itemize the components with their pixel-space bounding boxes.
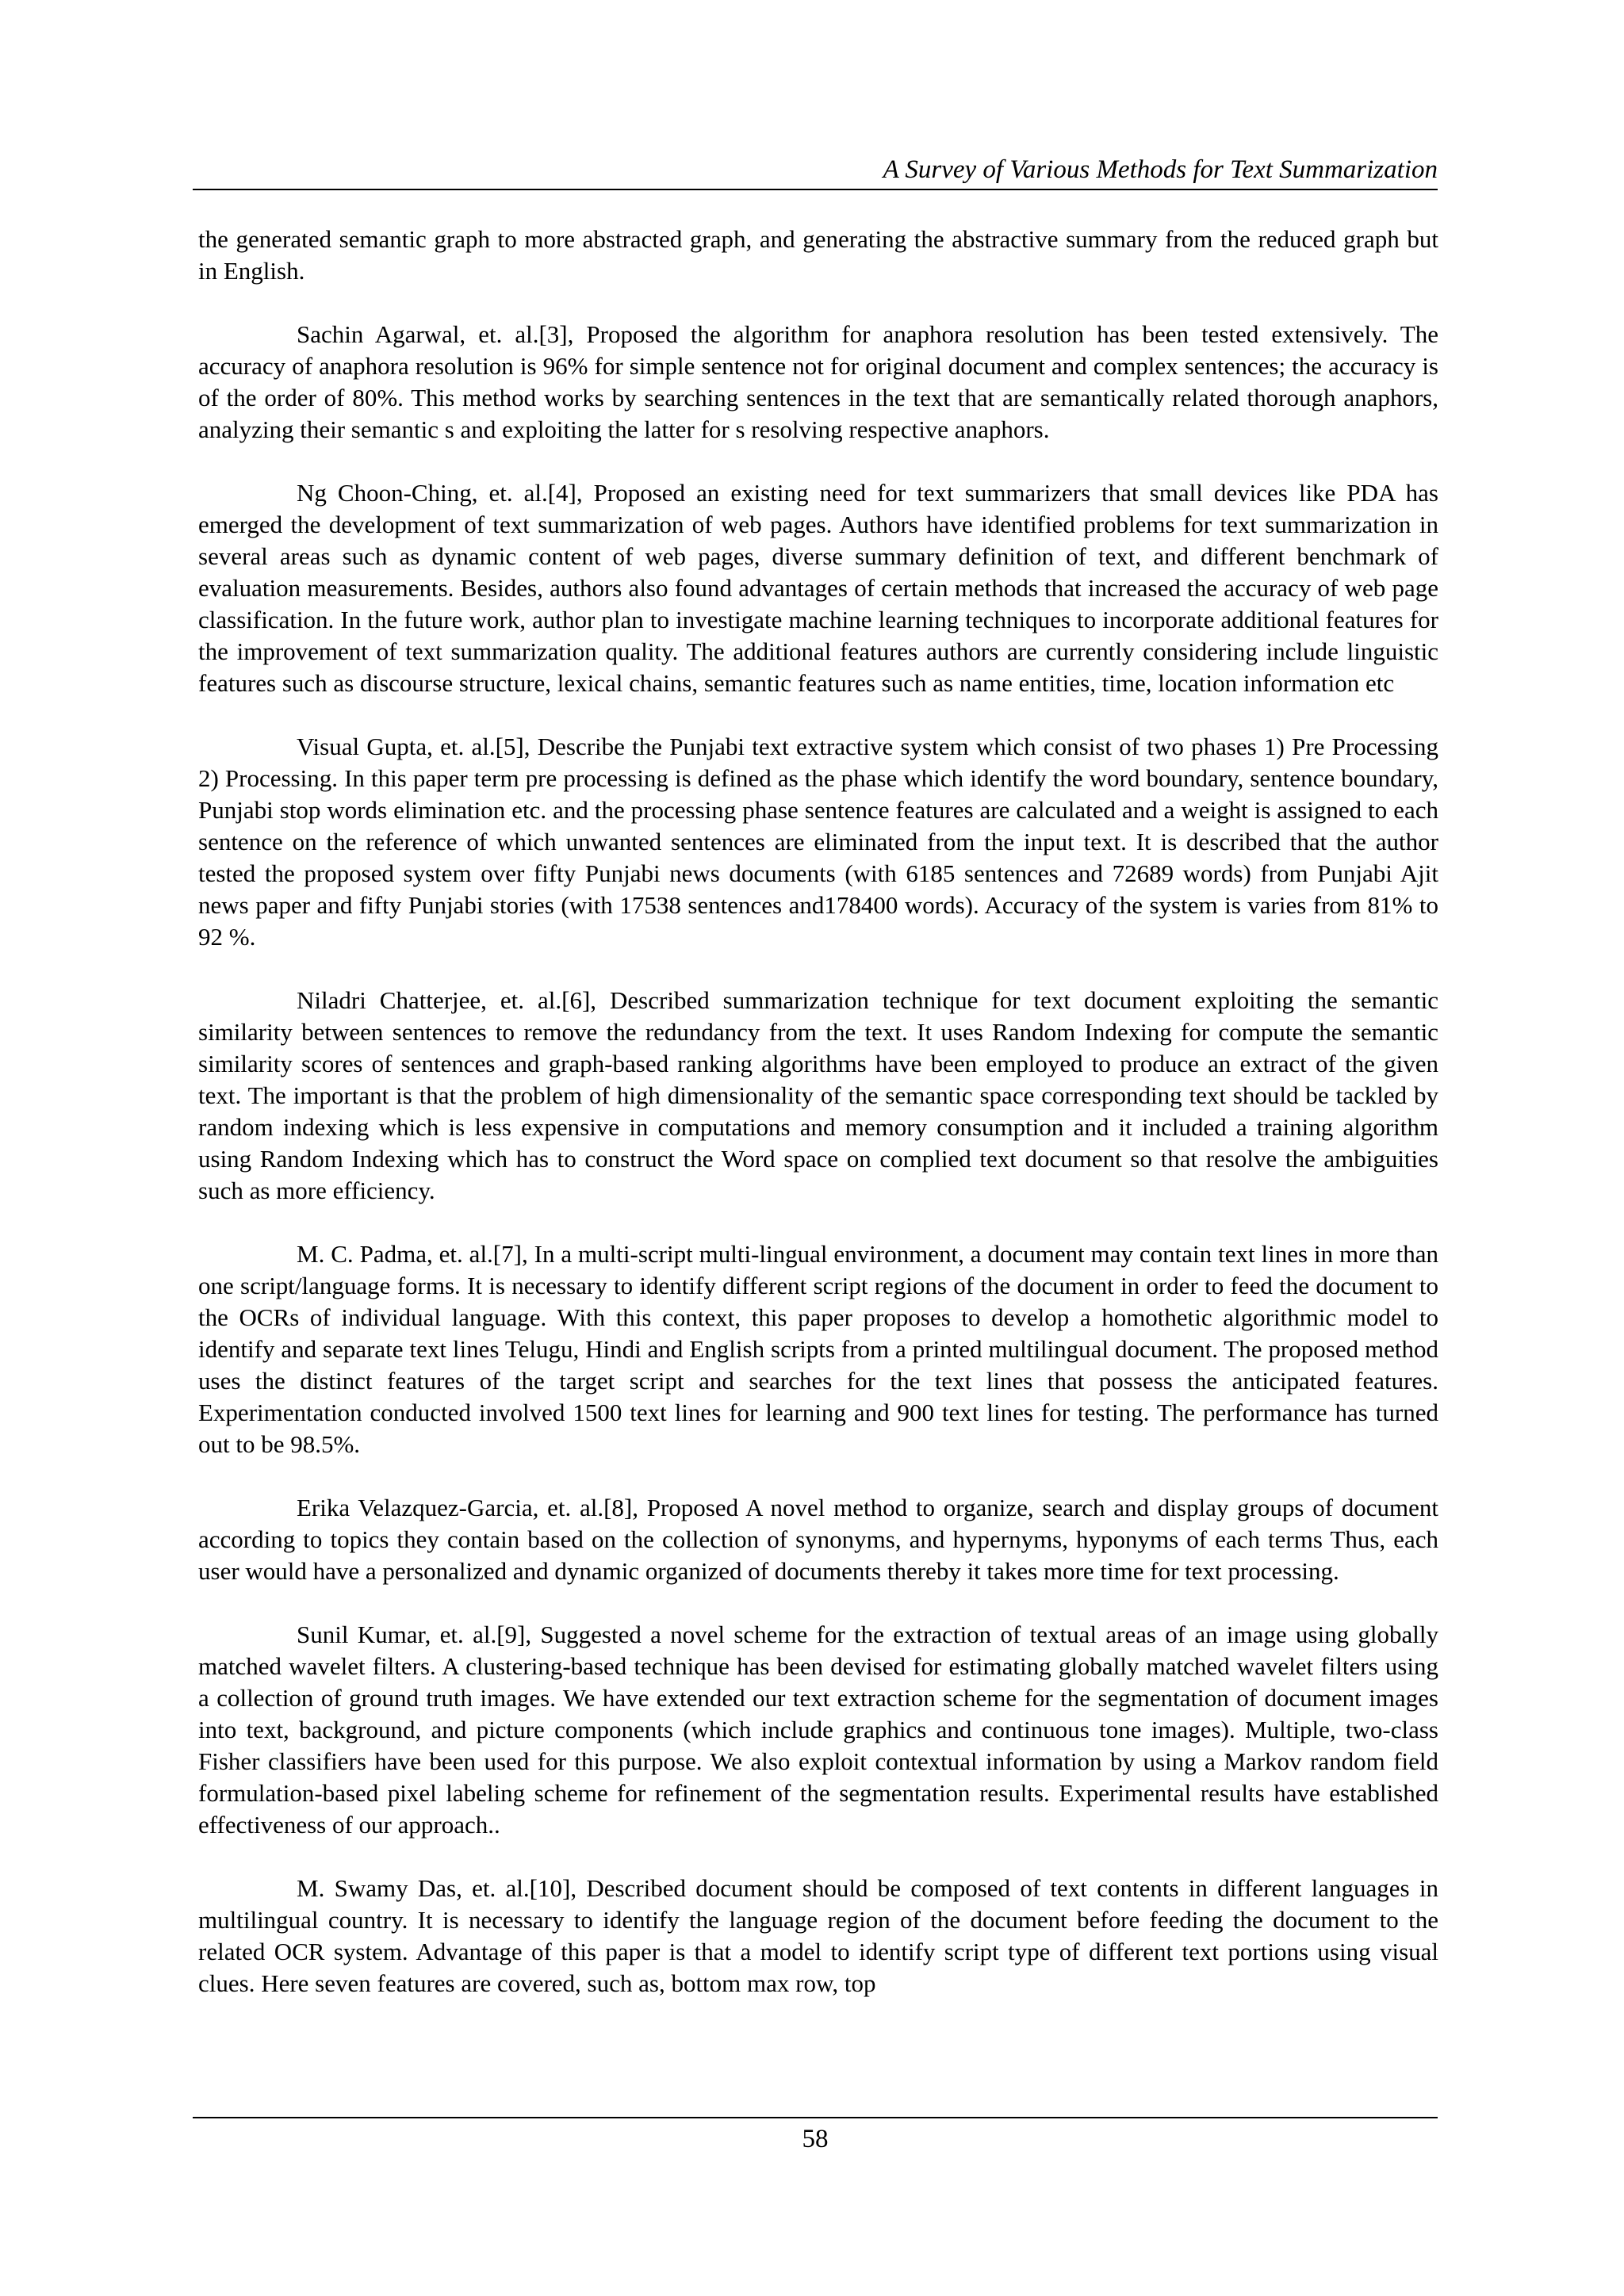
paragraph-gupta: Visual Gupta, et. al.[5], Describe the Punjabi text extractive system which consist of two phases 1) Pre Processing 2) Processing. In this paper term pre processing is defined as the phase which identify the word boundary, sentence boundary, Punjabi stop words elimination etc. and the processing phase sentence features are calculated and a weight is assigned to each sentence on the reference of which unwanted sentences are eliminated from the input text. It is described that the author tested the proposed system over fifty Punjabi news documents (with 6185 sentences and 72689 words) from Punjabi Ajit news paper and fifty Punjabi stories (with 17538 sentences and178400 words). Accuracy of the system is varies from 81% to 92 %. — [198, 733, 1438, 951]
paragraph-swamy-das: M. Swamy Das, et. al.[10], Described document should be composed of text contents in different languages in multilingual country. It is necessary to identify the language region of the document before feeding the document to the related OCR system. Advantage of this paper is that a model to identify script type of different text portions using visual clues. Here seven features are covered, such as, bottom max row, top — [198, 1874, 1438, 1997]
paragraph-continuation: the generated semantic graph to more abstracted graph, and generating the abstractive summary from the reduced graph but in English. — [198, 225, 1438, 285]
paragraph-chatterjee: Niladri Chatterjee, et. al.[6], Described summarization technique for text document exploiting the semantic similarity between sentences to remove the redundancy from the text. It uses Random Indexing for compute the semantic similarity scores of sentences and graph-based ranking algorithms have been employed to produce an extract of the given text. The important is that the problem of high dimensionality of the semantic space corresponding text should be tackled by random indexing which is less expensive in computations and memory consumption and it included a training algorithm using Random Indexing which has to construct the Word space on complied text document so that resolve the ambiguities such as more efficiency. — [198, 986, 1438, 1204]
paragraph-kumar: Sunil Kumar, et. al.[9], Suggested a novel scheme for the extraction of textual areas of an image using globally matched wavelet filters. A clustering-based technique has been devised for estimating globally matched wavelet filters using a collection of ground truth images. We have extended our text extraction scheme for the segmentation of document images into text, background, and picture components (which include graphics and continuous tone images). Multiple, two-class Fisher classifiers have been used for this purpose. We also exploit contextual information by using a Markov random field formulation-based pixel labeling scheme for refinement of the segmentation results. Experimental results have established effectiveness of our approach.. — [198, 1621, 1438, 1839]
paragraph-padma: M. C. Padma, et. al.[7], In a multi-script multi-lingual environment, a document may contain text lines in more than one script/language forms. It is necessary to identify different script regions of the document in order to feed the document to the OCRs of individual language. With this context, this paper proposes to develop a homothetic algorithmic model to identify and separate text lines Telugu, Hindi and English scripts from a printed multilingual document. The proposed method uses the distinct features of the target script and searches for the text lines that possess the anticipated features. Experimentation conducted involved 1500 text lines for learning and 900 text lines for testing. The performance has turned out to be 98.5%. — [198, 1240, 1438, 1458]
footer-rule — [193, 2117, 1438, 2118]
header-rule — [193, 189, 1438, 190]
paragraph-velazquez-garcia: Erika Velazquez-Garcia, et. al.[8], Proposed A novel method to organize, search and display groups of document according to topics they contain based on the collection of synonyms, and hypernyms, hyponyms of each terms Thus, each user would have a personalized and dynamic organized of documents thereby it takes more time for text processing. — [198, 1494, 1438, 1585]
page-number: 58 — [802, 2125, 829, 2153]
paragraph-agarwal: Sachin Agarwal, et. al.[3], Proposed the algorithm for anaphora resolution has been tested extensively. The accuracy of anaphora resolution is 96% for simple sentence not for original document and complex sentences; the accuracy is of the order of 80%. This method works by searching sentences in the text that are semantically related thorough anaphors, analyzing their semantic s and exploiting the latter for s resolving respective anaphors. — [198, 320, 1438, 443]
paragraph-choon-ching: Ng Choon-Ching, et. al.[4], Proposed an existing need for text summarizers that small devices like PDA has emerged the development of text summarization of web pages. Authors have identified problems for text summarization in several areas such as dynamic content of web pages, diverse summary definition of text, and different benchmark of evaluation measurements. Besides, authors also found advantages of certain methods that increased the accuracy of web page classification. In the future work, author plan to investigate machine learning techniques to incorporate additional features for the improvement of text summarization quality. The additional features authors are currently considering include linguistic features such as discourse structure, lexical chains, semantic features such as name entities, time, location information etc — [198, 479, 1438, 697]
running-header-title: A Survey of Various Methods for Text Summarization — [883, 155, 1438, 184]
body-text — [198, 224, 1438, 1999]
